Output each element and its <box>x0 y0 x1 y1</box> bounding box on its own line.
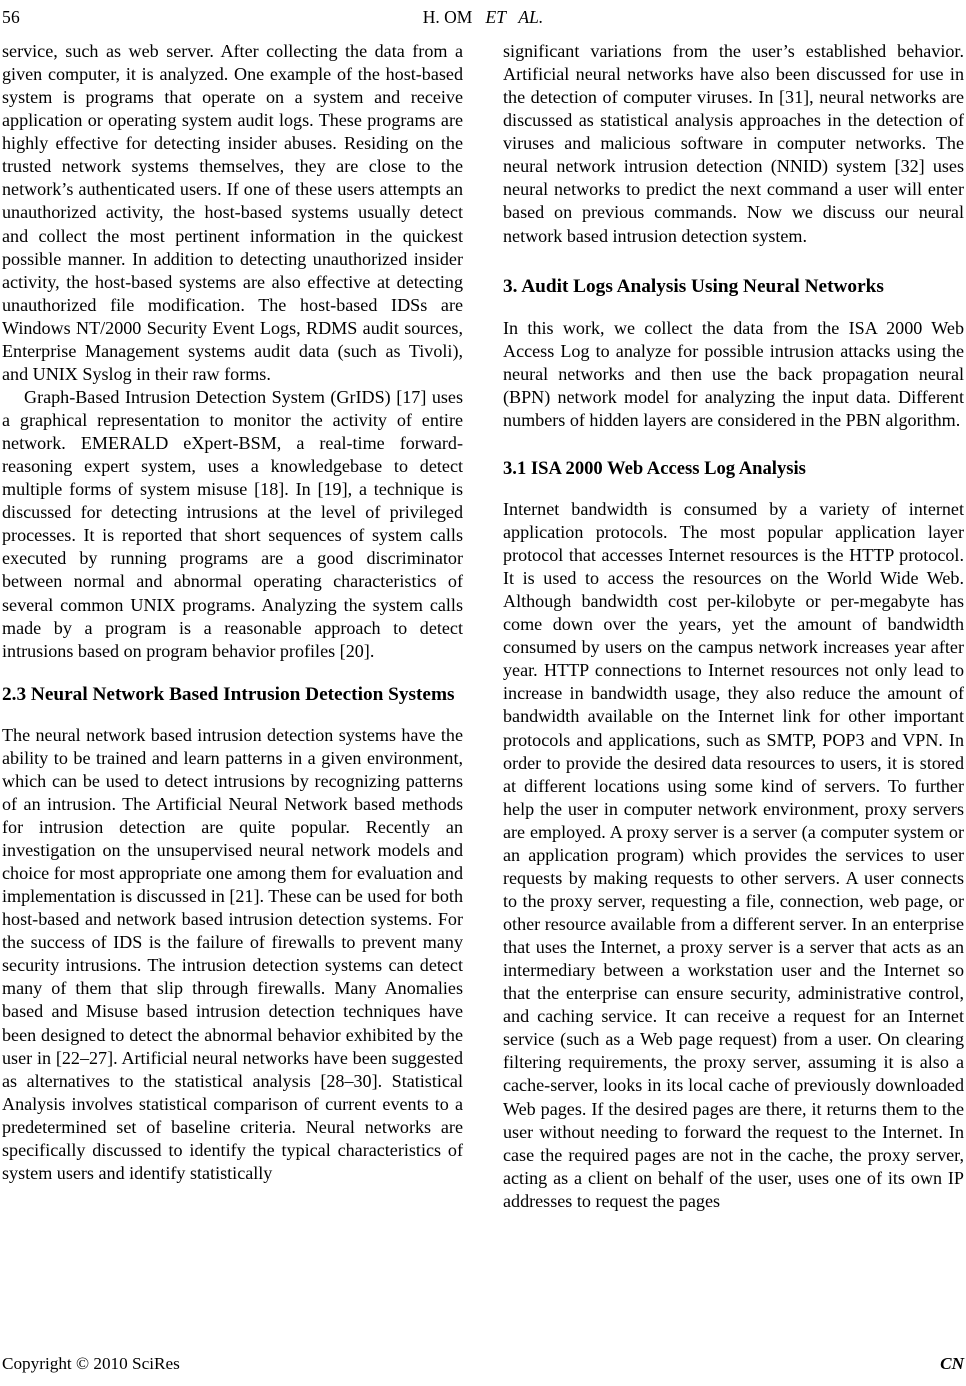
paragraph-nn-ids: The neural network based intrusion detection systems have the ability to be trained and learn patterns in a given environment, which can be used to detect intrusions by recognizing patterns of an intrusion. The Artificial Neural Network based methods for intrusion detection are quite popular. Recently an investigation on the unsupervised neural network models and choice for most appropriate one among them for evaluation and implementation is discussed in [21]. These can be used for both host-based and network based intrusion detection systems. For the success of IDS is the failure of firewalls to prevent many security intrusions. The intrusion detection systems can detect many of them that slip through firewalls. Many Anomalies based and Misuse based intrusion detection techniques have been designed to detect the abnormal behavior exhibited by the user in [22–27]. Artificial neural networks have been suggested as alternatives to the statistical analysis [28–30]. Statistical Analysis involves statistical comparison of current events to a predetermined set of baseline criteria. Neural networks are specifically discussed to identify the typical characteristics of system users and identify statistically <box>2 724 463 1183</box>
paragraph-isa-intro: In this work, we collect the data from the ISA 2000 Web Access Log to analyze for possible intrusion attacks using the neural networks and then use the back propagation neural (BPN) network model for analyzing the input data. Different numbers of hidden layers are considered in the PBN algorithm. <box>503 317 964 430</box>
body-columns <box>2 40 964 1320</box>
section-heading-3: 3. Audit Logs Analysis Using Neural Networks <box>503 275 884 297</box>
spacer-before-section-3-1 <box>503 432 964 456</box>
running-head-etal: ET AL. <box>485 7 544 27</box>
spacer-before-section-3 <box>503 248 964 274</box>
running-head <box>0 6 966 30</box>
running-head-authors: H. OM <box>422 7 473 27</box>
column-left <box>2 40 463 1320</box>
running-head-spacer <box>472 7 485 27</box>
paragraph-bandwidth: Internet bandwidth is consumed by a variety of internet application protocols. The most popular application layer protocol that accesses Internet resources is the HTTP protocol. It is used to access the resources on the World Wide Web. Although bandwidth cost per-kilobyte or per-megabyte has come down over the years, yet the amount of bandwidth consumed by users on the campus network increases year after year. HTTP connections to Internet resources not only lead to increase in bandwidth usage, they also reduce the amount of bandwidth available on the Internet link for other important protocols and applications, such as SMTP, POP3 and VPN. In order to provide the desired data resources to users, it is stored at different locations using some kind of servers. To further help the user in computer network environment, proxy servers are employed. A proxy server is a server (a computer system or an application program) which provides the services to user requests by making requests to other servers. A user connects to the proxy server, requesting a file, connection, web page, or other resource available from a different server. In an enterprise that uses the Internet, a proxy server is a server that acts as an intermediary between a workstation user and the Internet so that the enterprise can ensure security, administrative control, and caching service. It can receive a request for an Internet service (such as a Web page request) from a user. On clearing filtering requirements, the proxy server, assuming it is also a cache-server, looks in its local cache of previously downloaded Web pages. If the desired pages are there, it returns them to the user without needing to forward the request to the Internet. In case the required pages are not in the cache, the proxy server, acting as a client on behalf of the user, uses one of its own IP addresses to request the pages <box>503 498 964 1211</box>
paragraph-grids: Graph-Based Intrusion Detection System (GrIDS) [17] uses a graphical representation to monitor the activity of entire network. EMERALD eXpert-BSM, a real-time forward-reasoning expert system, uses a knowledgebase to detect multiple forms of system misuse [18]. In [19], a technique is discussed for detecting intrusions at the level of privileged processes. It is reported that short sequences of system calls executed by running programs are a good discriminator between normal and abnormal operating characteristics of several common UNIX programs. Analyzing the system calls made by a program is a reasonable approach to detect intrusions based on program behavior profiles [20]. <box>2 386 463 661</box>
paragraph-variations: significant variations from the user’s established behavior. Artificial neural networks have also been discussed for use in the detection of computer viruses. In [31], neural networks are discussed as statistical analysis approaches in the detection of viruses and malicious software in computer networks. The neural network intrusion detection (NNID) system [32] uses neural networks to predict the next command a user will enter based on previous commands. Now we discuss our neural network based intrusion detection system. <box>503 41 964 246</box>
column-right <box>503 40 964 1320</box>
journal-abbreviation: CN <box>940 1354 964 1373</box>
spacer-before-section-2-3 <box>2 663 463 682</box>
section-heading-2-3: 2.3 Neural Network Based Intrusion Detection Systems <box>2 683 455 705</box>
spacer-after-section-3-1 <box>503 481 964 498</box>
spacer-after-section-3 <box>503 299 964 317</box>
section-heading-3-1: 3.1 ISA 2000 Web Access Log Analysis <box>503 457 806 479</box>
running-head-title <box>0 6 966 28</box>
page-footer <box>0 1352 966 1382</box>
copyright-notice: Copyright © 2010 SciRes <box>2 1354 180 1373</box>
page-number: 56 <box>2 7 20 27</box>
spacer-after-section-2-3 <box>2 707 463 724</box>
paragraph-host-based: service, such as web server. After collecting the data from a given computer, it is analyzed. One example of the host-based system is programs that operate on a system and receive application or operating system audit logs. These programs are highly effective for detecting insider abuses. Residing on the trusted network systems themselves, they are close to the network’s authenticated users. If one of these users attempts an unauthorized activity, the host-based systems usually detect and collect the most pertinent information in the quickest possible manner. In addition to detecting unauthorized insider activity, the host-based systems are also effective at detecting unauthorized file modification. The host-based IDSs are Windows NT/2000 Security Event Logs, RDMS audit sources, Enterprise Management systems audit data (such as Tivoli), and UNIX Syslog in their raw forms. <box>2 41 463 384</box>
